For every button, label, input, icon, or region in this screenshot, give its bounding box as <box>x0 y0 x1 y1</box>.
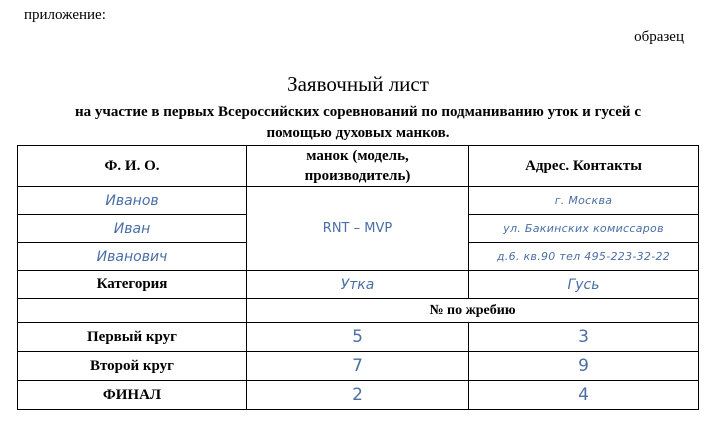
header-fio: Ф. И. О. <box>18 146 247 187</box>
category-goose-cell: Гусь <box>469 271 699 299</box>
application-table <box>17 145 699 410</box>
header-call-line-2: производитель) <box>304 168 411 184</box>
table-row <box>18 271 699 299</box>
house-phone-cell: д.6. кв.90 тел 495-223-32-22 <box>469 243 699 271</box>
table-row <box>18 299 699 323</box>
street-cell: ул. Бакинских комиссаров <box>469 215 699 243</box>
sample-label: образец <box>634 29 684 45</box>
table-row <box>18 187 699 215</box>
form-subtitle <box>0 102 716 144</box>
name-cell: Иван <box>18 215 247 243</box>
table-row <box>18 352 699 381</box>
round-3-label: ФИНАЛ <box>18 381 247 410</box>
header-call <box>247 146 469 187</box>
round-1-label: Первый круг <box>18 323 247 352</box>
table-row <box>18 323 699 352</box>
subtitle-line-2: помощью духовых манков. <box>266 125 450 141</box>
city-cell: г. Москва <box>469 187 699 215</box>
table-header-row <box>18 146 699 187</box>
category-duck-cell: Утка <box>247 271 469 299</box>
round-2-duck: 7 <box>247 352 469 381</box>
empty-cell <box>18 299 247 323</box>
round-3-goose: 4 <box>469 381 699 410</box>
round-3-duck: 2 <box>247 381 469 410</box>
call-model-cell: RNT – MVP <box>247 187 469 271</box>
header-call-line-1: манок (модель, <box>306 148 409 164</box>
round-2-goose: 9 <box>469 352 699 381</box>
round-1-goose: 3 <box>469 323 699 352</box>
subtitle-line-1: на участие в первых Всероссийских соревнований по подманиванию уток и гусей с <box>75 104 641 120</box>
surname-cell: Иванов <box>18 187 247 215</box>
round-1-duck: 5 <box>247 323 469 352</box>
round-2-label: Второй круг <box>18 352 247 381</box>
patronymic-cell: Иванович <box>18 243 247 271</box>
draw-label: № по жребию <box>247 299 699 323</box>
form-title: Заявочный лист <box>287 72 429 96</box>
header-contacts: Адрес. Контакты <box>469 146 699 187</box>
table-row <box>18 381 699 410</box>
appendix-label: приложение: <box>24 7 106 23</box>
category-label: Категория <box>18 271 247 299</box>
